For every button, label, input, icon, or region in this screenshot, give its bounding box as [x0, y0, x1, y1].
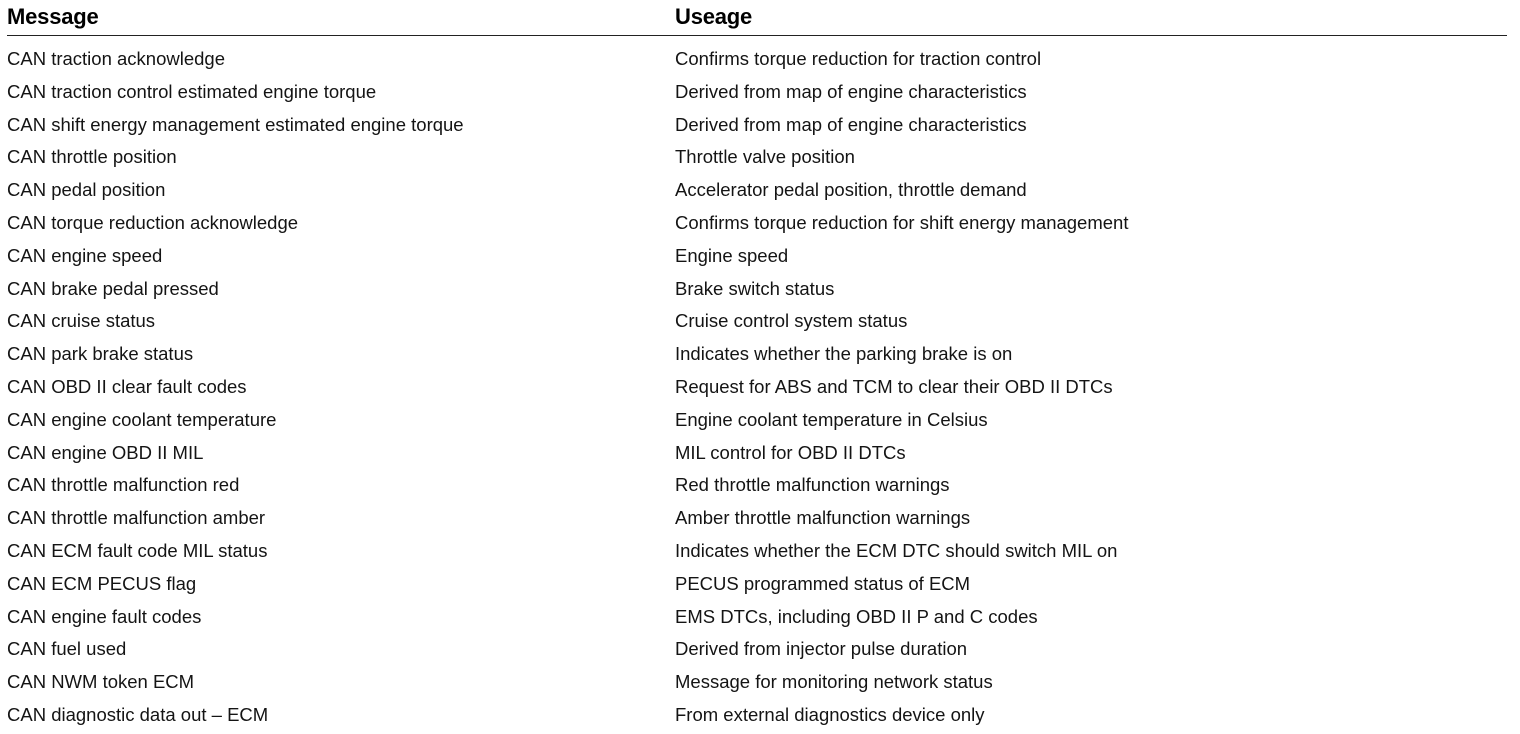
- usage-cell: Red throttle malfunction warnings: [675, 474, 950, 496]
- message-cell: CAN park brake status: [7, 343, 194, 365]
- table-row: [7, 174, 1507, 207]
- usage-cell: Throttle valve position: [675, 146, 855, 168]
- message-cell: CAN throttle malfunction amber: [7, 507, 266, 529]
- usage-cell: Brake switch status: [675, 277, 835, 299]
- table-row: [7, 273, 1507, 306]
- usage-cell: Derived from map of engine characteristics: [675, 80, 1027, 102]
- table-row: [7, 568, 1507, 601]
- message-cell: CAN engine speed: [7, 244, 163, 266]
- message-cell: CAN traction control estimated engine torque: [7, 80, 377, 102]
- table-row: [7, 141, 1507, 174]
- message-cell: CAN ECM fault code MIL status: [7, 539, 268, 561]
- usage-cell: Engine coolant temperature in Celsius: [675, 408, 988, 430]
- usage-cell: Indicates whether the parking brake is on: [675, 343, 1013, 365]
- table-row: [7, 76, 1507, 109]
- message-cell: CAN fuel used: [7, 638, 127, 660]
- usage-cell: Confirms torque reduction for traction control: [675, 48, 1042, 69]
- message-cell: CAN engine coolant temperature: [7, 408, 277, 430]
- can-message-table: [7, 0, 1507, 725]
- message-cell: CAN engine fault codes: [7, 605, 202, 627]
- table-row: [7, 207, 1507, 240]
- table-row: [7, 404, 1507, 437]
- message-cell: CAN OBD II clear fault codes: [7, 375, 247, 397]
- table-row: [7, 633, 1507, 666]
- message-cell: CAN throttle malfunction red: [7, 474, 240, 496]
- message-cell: CAN throttle position: [7, 146, 177, 168]
- usage-cell: Message for monitoring network status: [675, 671, 993, 693]
- usage-cell: Derived from map of engine characteristics: [675, 113, 1027, 135]
- usage-cell: Engine speed: [675, 244, 789, 266]
- table-row: [7, 502, 1507, 535]
- message-cell: CAN shift energy management estimated engine torque: [7, 113, 464, 135]
- table-body: [7, 43, 1507, 732]
- table-row: [7, 240, 1507, 273]
- usage-cell: Accelerator pedal position, throttle demand: [675, 179, 1027, 201]
- message-cell: CAN ECM PECUS flag: [7, 572, 197, 594]
- usage-cell: Derived from injector pulse duration: [675, 638, 968, 660]
- usage-cell: MIL control for OBD II DTCs: [675, 441, 906, 463]
- usage-cell: Cruise control system status: [675, 310, 908, 332]
- usage-cell: From external diagnostics device only: [675, 703, 985, 725]
- table-row: [7, 699, 1507, 732]
- usage-cell: Request for ABS and TCM to clear their OBD II DTCs: [675, 375, 1113, 397]
- table-row: [7, 305, 1507, 338]
- message-cell: CAN diagnostic data out – ECM: [7, 703, 269, 725]
- table-row: [7, 666, 1507, 699]
- message-cell: CAN engine OBD II MIL: [7, 441, 204, 463]
- usage-cell: Amber throttle malfunction warnings: [675, 507, 971, 529]
- message-cell: CAN NWM token ECM: [7, 671, 195, 693]
- message-cell: CAN pedal position: [7, 179, 166, 201]
- table-row: [7, 109, 1507, 142]
- table-row: [7, 371, 1507, 404]
- table-row: [7, 601, 1507, 634]
- table-row: [7, 43, 1507, 76]
- table-row: [7, 469, 1507, 502]
- message-cell: CAN traction acknowledge: [7, 48, 225, 69]
- usage-cell: EMS DTCs, including OBD II P and C codes: [675, 605, 1038, 627]
- usage-cell: Confirms torque reduction for shift energy management: [675, 211, 1129, 233]
- message-cell: CAN torque reduction acknowledge: [7, 211, 299, 233]
- message-cell: CAN cruise status: [7, 310, 156, 332]
- column-header-message: Message: [7, 4, 99, 29]
- usage-cell: Indicates whether the ECM DTC should switch MIL on: [675, 539, 1118, 561]
- usage-cell: PECUS programmed status of ECM: [675, 572, 971, 594]
- table-row: [7, 535, 1507, 568]
- table-row: [7, 338, 1507, 371]
- column-header-usage: Useage: [675, 4, 753, 29]
- message-cell: CAN brake pedal pressed: [7, 277, 219, 299]
- table-row: [7, 437, 1507, 470]
- table-header: [7, 0, 1507, 36]
- header-divider: [7, 35, 1507, 36]
